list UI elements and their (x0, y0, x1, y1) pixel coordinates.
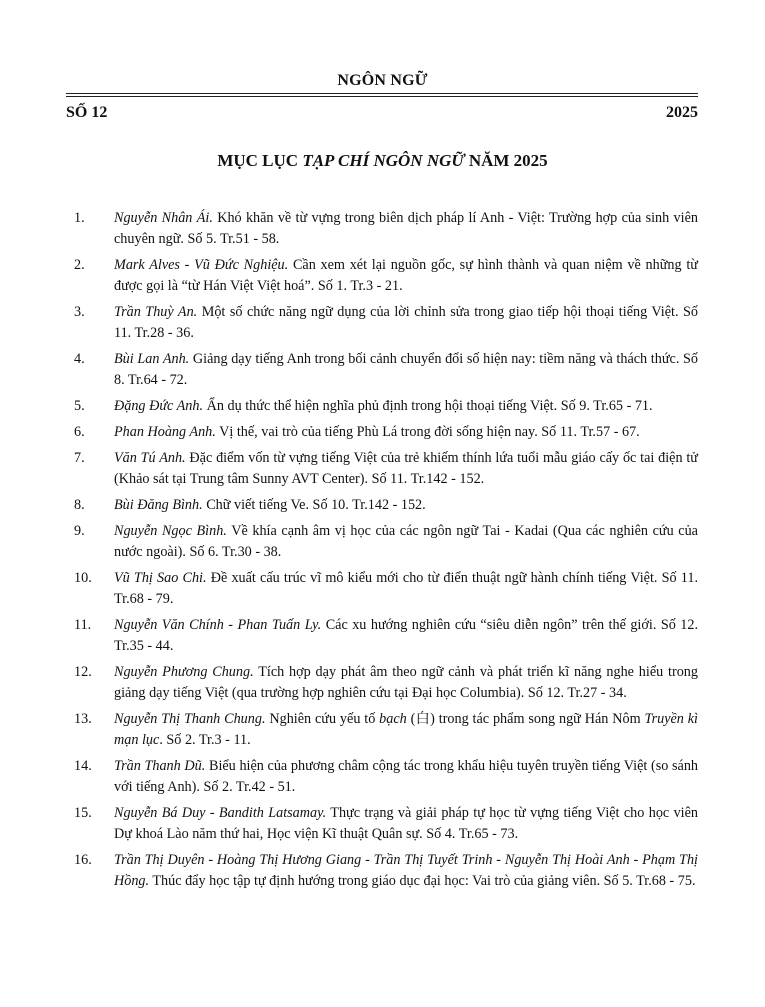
toc-entries (66, 208, 698, 897)
toc-title (0, 151, 765, 171)
entry-number: 9. (74, 523, 85, 539)
journal-name: NGÔN NGỮ (337, 72, 428, 89)
entry-authors: Trần Thanh Dũ. (114, 758, 206, 774)
entry-number: 3. (74, 304, 85, 320)
entry-text: Thúc đẩy học tập tự định hướng trong giáo dục đại học: Vai trò của giảng viên. Số 5. Tr.68 - 75. (149, 873, 696, 889)
issue-number: SỐ 12 (66, 104, 108, 121)
entry-text: Về khía cạnh âm vị học của các ngôn ngữ Tai - Kadai (Qua các nghiên cứu của nước ngoài). Số 6. Tr.30 - 38. (114, 523, 698, 560)
entry-authors: Bùi Đăng Bình. (114, 497, 203, 513)
issue-year: 2025 (666, 104, 698, 121)
entry-authors: Nguyễn Bá Duy - Bandith Latsamay. (114, 805, 327, 821)
entry-text: Khó khăn về từ vựng trong biên dịch pháp lí Anh - Việt: Trường hợp của sinh viên chuyên ngữ. Số 5. Tr.51 - 58. (114, 210, 698, 247)
entry-text: Chữ viết tiếng Ve. Số 10. Tr.142 - 152. (202, 497, 426, 513)
entry-number: 15. (74, 805, 92, 821)
toc-entry (66, 208, 698, 250)
toc-entry (66, 615, 698, 657)
entry-text: Đặc điểm vốn từ vựng tiếng Việt của trẻ khiếm thính lứa tuổi mẫu giáo cấy ốc tai điện tử (Khảo sát tại Trung tâm Sunny AVT Center). Số 11. Tr.142 - 152. (114, 450, 698, 487)
toc-entry (66, 521, 698, 563)
entry-authors: Nguyễn Thị Thanh Chung. (114, 711, 266, 727)
entry-italic-work-title: Truyền kì mạn lục (114, 711, 698, 748)
toc-entry (66, 850, 698, 892)
entry-authors: Đặng Đức Anh. (114, 398, 204, 414)
entry-text: Biểu hiện của phương châm cộng tác trong khẩu hiệu tuyên truyền tiếng Việt (so sánh với tiếng Anh). Số 2. Tr.42 - 51. (114, 758, 699, 795)
toc-title-prefix: MỤC LỤC (217, 151, 303, 170)
entry-authors: Văn Tú Anh. (114, 450, 186, 466)
entry-number: 14. (74, 758, 92, 774)
header-rule-bottom (66, 96, 698, 97)
entry-number: 1. (74, 210, 85, 226)
toc-entry (66, 349, 698, 391)
toc-title-suffix: NĂM 2025 (464, 151, 548, 170)
entry-italic-term: bạch (379, 711, 407, 727)
toc-entry (66, 302, 698, 344)
toc-entry (66, 709, 698, 751)
entry-text: Các xu hướng nghiên cứu “siêu diễn ngôn” trên thế giới. Số 12. Tr.35 - 44. (114, 617, 699, 654)
entry-text: Ẩn dụ thức thể hiện nghĩa phủ định trong hội thoại tiếng Việt. Số 9. Tr.65 - 71. (203, 398, 653, 414)
entry-text: Tích hợp dạy phát âm theo ngữ cảnh và phát triển kĩ năng nghe hiểu trong giảng dạy tiếng Việt (qua trường hợp nghiên cứu tại Đại học Columbia). Số 12. Tr.27 - 34. (114, 664, 698, 701)
toc-entry (66, 448, 698, 490)
entry-number: 16. (74, 852, 92, 868)
entry-number: 2. (74, 257, 85, 273)
entry-authors: Trần Thị Duyên - Hoàng Thị Hương Giang - Trần Thị Tuyết Trinh - Nguyễn Thị Hoài Anh - Phạm Thị Hồng. (114, 852, 698, 889)
entry-text: Một số chức năng ngữ dụng của lời chỉnh sửa trong giao tiếp hội thoại tiếng Việt. Số 11. Tr.28 - 36. (114, 304, 699, 341)
header-rule-top (66, 93, 698, 94)
entry-text: . Số 2. Tr.3 - 11. (159, 732, 251, 748)
entry-text: Nghiên cứu yếu tố (265, 711, 380, 727)
entry-text: Cần xem xét lại nguồn gốc, sự hình thành và quan niệm về những từ được gọi là “từ Hán Việt Việt hoá”. Số 1. Tr.3 - 21. (114, 257, 698, 294)
entry-authors: Bùi Lan Anh. (114, 351, 190, 367)
entry-number: 11. (74, 617, 92, 633)
toc-entry (66, 396, 698, 417)
entry-authors: Nguyễn Văn Chính - Phan Tuấn Ly. (114, 617, 322, 633)
entry-number: 13. (74, 711, 92, 727)
toc-entry (66, 803, 698, 845)
entry-number: 6. (74, 424, 85, 440)
entry-number: 8. (74, 497, 85, 513)
entry-authors: Mark Alves - Vũ Đức Nghiệu. (114, 257, 289, 273)
entry-authors: Vũ Thị Sao Chi. (114, 570, 207, 586)
entry-number: 5. (74, 398, 85, 414)
toc-entry (66, 495, 698, 516)
entry-number: 7. (74, 450, 85, 466)
toc-entry (66, 662, 698, 704)
toc-entry (66, 568, 698, 610)
toc-entry (66, 255, 698, 297)
entry-number: 10. (74, 570, 92, 586)
entry-authors: Nguyễn Ngọc Bình. (114, 523, 227, 539)
toc-entry (66, 756, 698, 798)
entry-authors: Nguyễn Phương Chung. (114, 664, 254, 680)
toc-entry (66, 422, 698, 443)
entry-text: Vị thế, vai trò của tiếng Phù Lá trong đời sống hiện nay. Số 11. Tr.57 - 67. (215, 424, 640, 440)
entry-text: Thực trạng và giải pháp tự học từ vựng tiếng Việt cho học viên Dự khoá Lào năm thứ hai, Học viện Kĩ thuật Quân sự. Số 4. Tr.65 - 73. (114, 805, 699, 842)
entry-authors: Nguyễn Nhân Ái. (114, 210, 213, 226)
entry-authors: Trần Thuỳ An. (114, 304, 198, 320)
entry-authors: Phan Hoàng Anh. (114, 424, 216, 440)
entry-text: Đề xuất cấu trúc vĩ mô kiểu mới cho từ điển thuật ngữ hành chính tiếng Việt. Số 11. Tr.68 - 79. (114, 570, 698, 607)
entry-text: (白) trong tác phẩm song ngữ Hán Nôm (406, 711, 645, 727)
entry-text: Giảng dạy tiếng Anh trong bối cảnh chuyển đổi số hiện nay: tiềm năng và thách thức. Số 8. Tr.64 - 72. (114, 351, 698, 388)
entry-number: 12. (74, 664, 92, 680)
toc-title-journal: TẠP CHÍ NGÔN NGỮ (302, 151, 465, 170)
entry-number: 4. (74, 351, 85, 367)
